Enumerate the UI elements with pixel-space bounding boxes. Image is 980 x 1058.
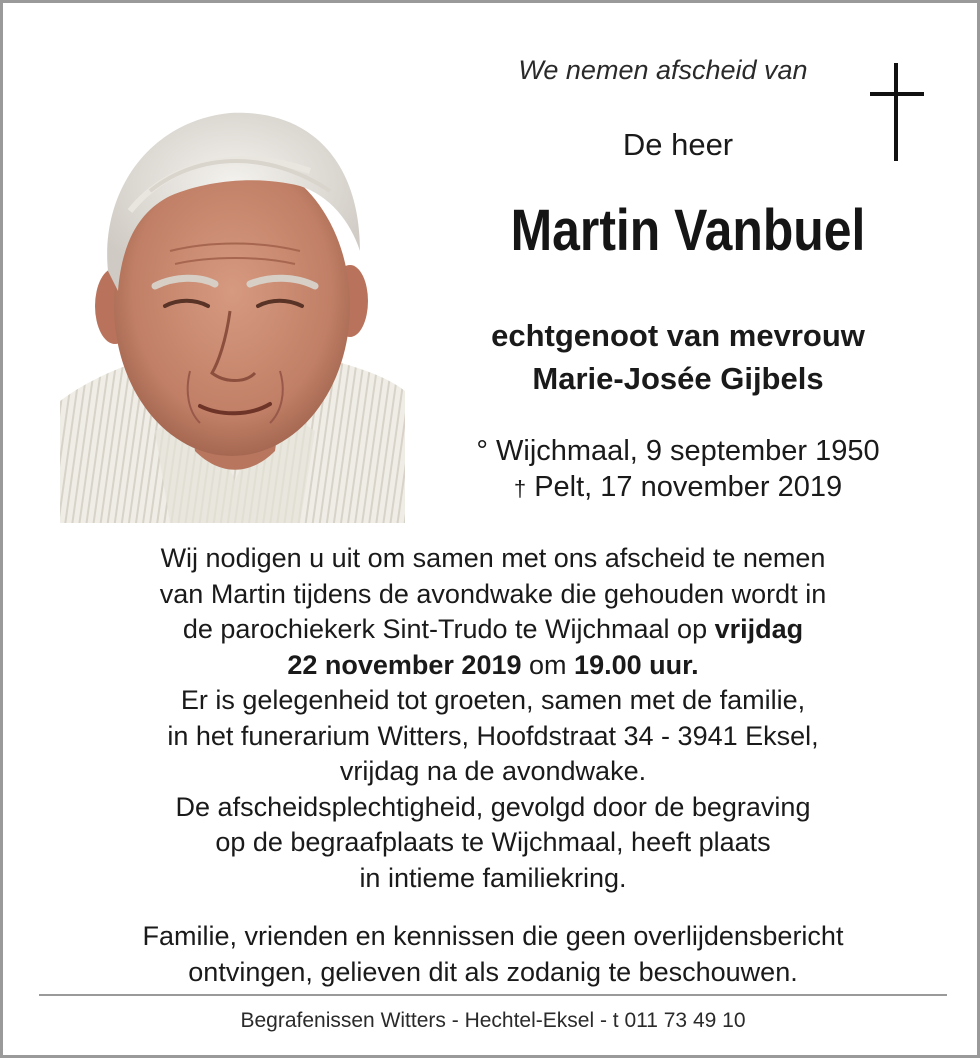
wake-day: vrijdag: [714, 614, 804, 644]
birth-line: [423, 433, 933, 469]
body-line: van Martin tijdens de avondwake die gehouden wordt in: [159, 578, 827, 609]
closing-line: Familie, vrienden en kennissen die geen overlijdensbericht: [142, 921, 844, 951]
closing-line: ontvingen, gelieven dit als zodanig te beschouwen.: [188, 956, 798, 987]
portrait-photo: [60, 101, 405, 523]
intro-text: We nemen afscheid van: [518, 55, 808, 85]
body-line: Er is gelegenheid tot groeten, samen met de familie,: [180, 685, 806, 715]
body-line: [23, 612, 963, 648]
invitation-text: [23, 541, 963, 896]
body-line: De afscheidsplechtigheid, gevolgd door de begraving: [175, 791, 811, 822]
life-dates: [423, 433, 933, 507]
wake-time: 19.00 uur.: [574, 649, 699, 680]
body-line: in het funerarium Witters, Hoofdstraat 34 - 3941 Eksel,: [167, 720, 819, 751]
body-text: de parochiekerk Sint-Trudo te Wijchmaal op: [182, 614, 708, 644]
birth-date: Wijchmaal, 9 september 1950: [496, 435, 880, 467]
body-line: Wij nodigen u uit om samen met ons afscheid te nemen: [160, 543, 826, 573]
death-line: [423, 469, 933, 507]
body-line: vrijdag na de avondwake.: [339, 756, 647, 786]
funeral-home-footer: Begrafenissen Witters - Hechtel-Eksel - t 011 73 49 10: [240, 1009, 746, 1032]
portrait-illustration: [60, 101, 405, 523]
body-line: in intieme familiekring.: [359, 862, 627, 893]
death-symbol: †: [513, 476, 527, 501]
spouse-name: Marie-Josée Gijbels: [532, 361, 824, 396]
deceased-name: Martin Vanbuel: [510, 198, 866, 263]
body-line: [23, 648, 963, 684]
body-text: om: [529, 649, 567, 680]
honorific-title: De heer: [622, 127, 734, 162]
birth-symbol: °: [476, 435, 488, 467]
spouse-line-1: echtgenoot van mevrouw: [491, 318, 865, 353]
spouse-block: [423, 314, 933, 400]
divider: [39, 994, 947, 996]
closing-text: [23, 919, 963, 990]
wake-date: 22 november 2019: [287, 649, 522, 680]
death-date: Pelt, 17 november 2019: [534, 471, 843, 503]
body-line: op de begraafplaats te Wijchmaal, heeft plaats: [215, 827, 771, 857]
